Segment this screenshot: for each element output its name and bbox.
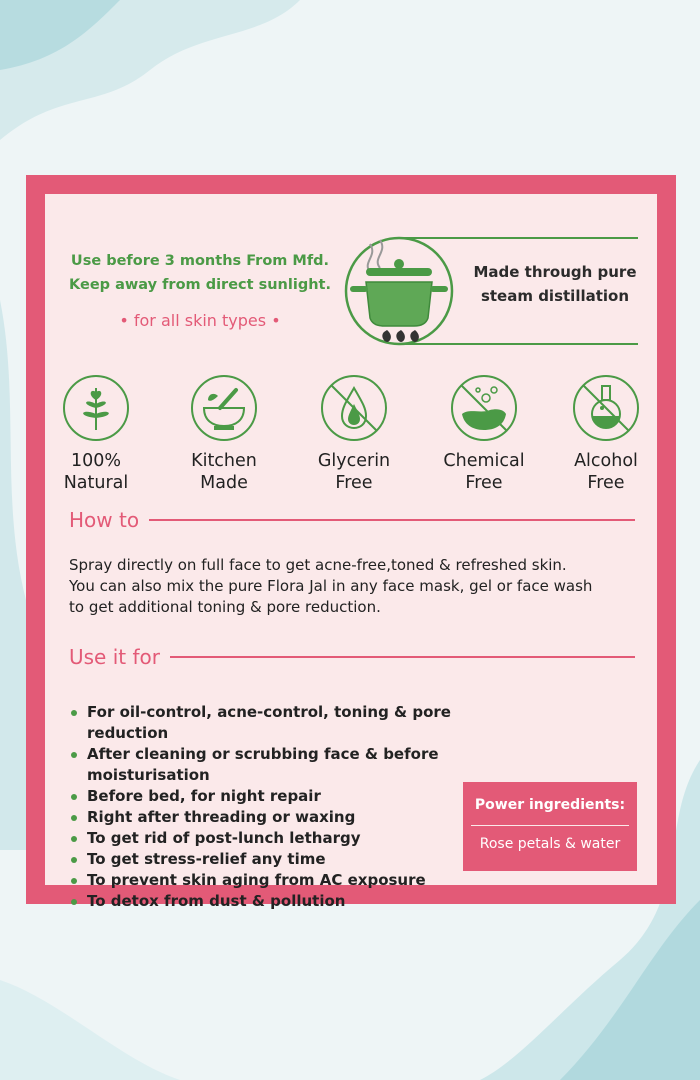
steam-line-2: steam distillation [480, 287, 630, 305]
use-it-for-header [69, 645, 635, 669]
list-item: To get stress-relief any time [69, 849, 489, 870]
feature-line-1: Kitchen [191, 451, 257, 471]
feature-line-1: Alcohol [574, 451, 638, 471]
section-divider [149, 519, 635, 521]
how-to-text [69, 555, 639, 618]
feature-alcohol-free [551, 374, 661, 494]
storage-info [45, 249, 355, 330]
feature-label [551, 450, 661, 494]
use-it-for-title: Use it for [69, 645, 160, 669]
list-item: Right after threading or waxing [69, 807, 489, 828]
info-card-inner [45, 194, 657, 910]
feature-line-2: Natural [63, 473, 129, 493]
power-divider [471, 825, 629, 826]
feature-label [299, 450, 409, 494]
feature-line-1: Chemical [443, 451, 525, 471]
no-flask-icon [572, 374, 640, 442]
how-to-line: You can also mix the pure Flora Jal in any face mask, gel or face wash [69, 577, 593, 595]
list-item: To detox from dust & pollution [69, 891, 489, 912]
list-item: After cleaning or scrubbing face & before moisturisation [69, 744, 489, 786]
steam-line-1: Made through pure [473, 263, 637, 281]
how-to-header [69, 508, 635, 532]
list-item: To prevent skin aging from AC exposure [69, 870, 489, 891]
sunlight-warning-text: Keep away from direct sunlight. [69, 277, 331, 293]
no-chemical-icon [450, 374, 518, 442]
feature-line-2: Free [465, 473, 503, 493]
no-drop-icon [320, 374, 388, 442]
power-ingredients-box [463, 782, 637, 871]
feature-glycerin-free [299, 374, 409, 494]
leaf-icon [62, 374, 130, 442]
steam-distillation-text [465, 260, 645, 308]
feature-natural [41, 374, 151, 494]
feature-chemical-free [429, 374, 539, 494]
list-item: To get rid of post-lunch lethargy [69, 828, 489, 849]
power-ingredients-value: Rose petals & water [479, 836, 621, 852]
feature-line-1: Glycerin [317, 451, 391, 471]
how-to-line: Spray directly on full face to get acne-free,toned & refreshed skin. [69, 556, 567, 574]
feature-line-2: Free [335, 473, 373, 493]
feature-line-1: 100% [70, 451, 122, 471]
how-to-line: to get additional toning & pore reduction. [69, 598, 381, 616]
power-ingredients-title: Power ingredients: [474, 797, 626, 813]
feature-label [169, 450, 279, 494]
section-divider [170, 656, 635, 658]
shelf-life-text: Use before 3 months From Mfd. [70, 253, 330, 269]
feature-label [41, 450, 151, 494]
feature-line-2: Made [200, 473, 248, 493]
skin-type-note: • for all skin types • [119, 311, 281, 330]
list-item: Before bed, for night repair [69, 786, 489, 807]
feature-line-2: Free [587, 473, 625, 493]
feature-kitchen-made [169, 374, 279, 494]
info-card [26, 175, 676, 910]
how-to-title: How to [69, 508, 140, 532]
feature-label [429, 450, 539, 494]
use-list [69, 702, 489, 912]
list-item: For oil-control, acne-control, toning & pore reduction [69, 702, 489, 744]
mortar-pestle-icon [190, 374, 258, 442]
